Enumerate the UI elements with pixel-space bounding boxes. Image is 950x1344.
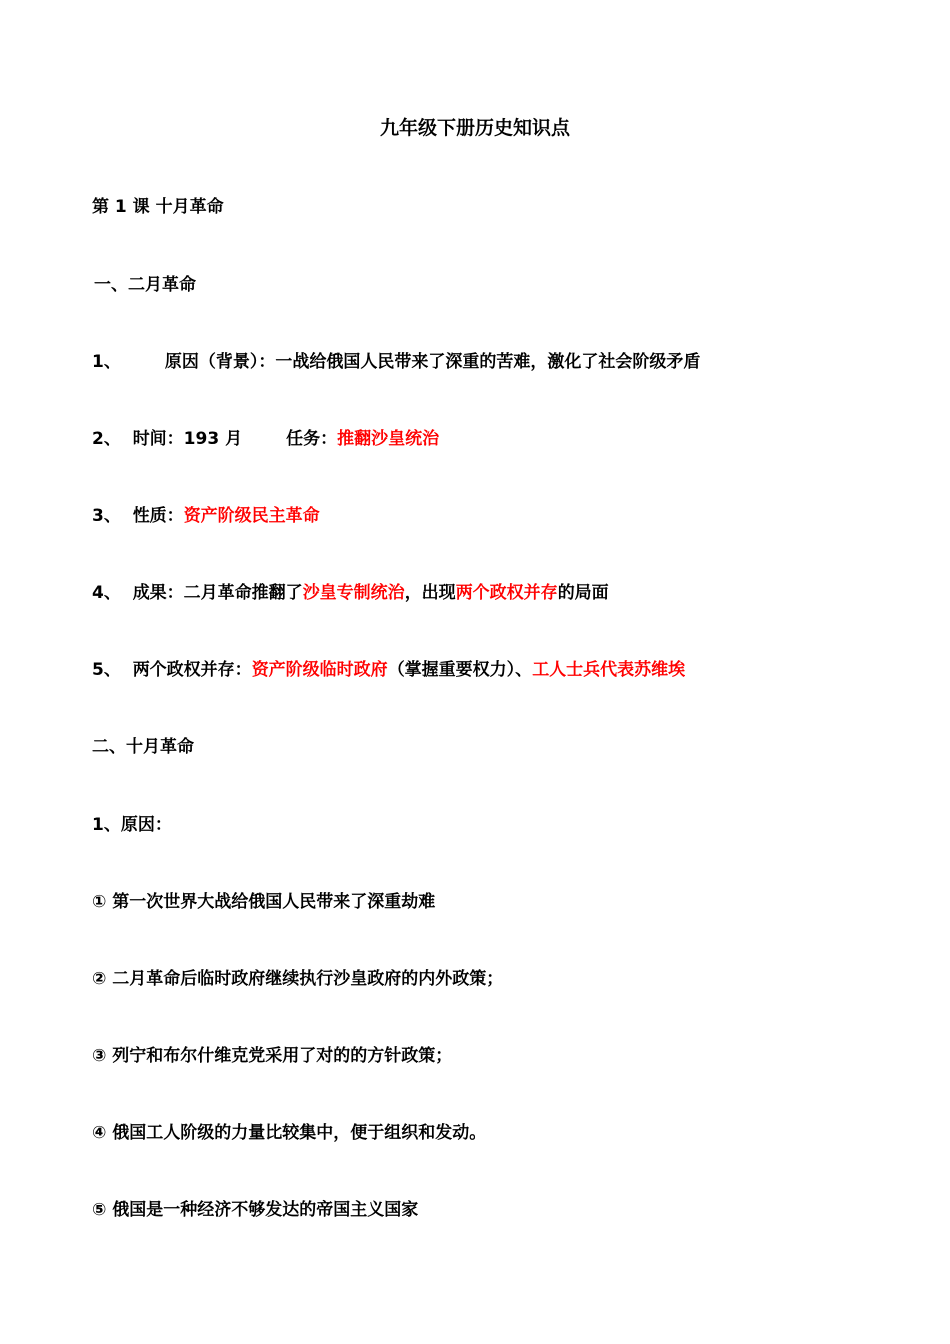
section-heading-october: 二、十月革命 — [92, 737, 194, 757]
item-label: 成果：二月革命推翻了 — [132, 583, 303, 603]
section-heading-february: 一、二月革命 — [94, 275, 196, 295]
highlight-text: 资产阶级民主革命 — [183, 506, 320, 526]
item-number: 3、 — [92, 506, 121, 526]
item-mid-text: ，出现 — [404, 583, 456, 603]
item-label: 性质： — [132, 506, 184, 526]
highlight-text: 推翻沙皇统治 — [337, 429, 440, 449]
highlight-text-2: 工人士兵代表苏维埃 — [532, 660, 686, 680]
highlight-text-2: 两个政权并存 — [455, 583, 558, 603]
item-4 — [92, 582, 609, 604]
item-text: 原因（背景）：一战给俄国人民带来了深重的苦难，激化了社会阶级矛盾 — [164, 352, 701, 372]
item-label: 两个政权并存： — [132, 660, 252, 680]
reason-item: ② 二月革命后临时政府继续执行沙皇政府的内外政策； — [92, 969, 504, 989]
item-number: 2、 — [92, 429, 121, 449]
document-title: 九年级下册历史知识点 — [379, 117, 570, 139]
highlight-text-1: 沙皇专制统治 — [302, 583, 405, 603]
item-2 — [92, 428, 439, 450]
item-label: 时间：193 月 — [132, 429, 243, 449]
item-mid-text: （掌握重要权力）、 — [387, 660, 533, 680]
highlight-text-1: 资产阶级临时政府 — [251, 660, 388, 680]
item-3 — [92, 505, 320, 527]
item-number: 1、 — [92, 352, 121, 372]
item-5 — [92, 659, 685, 681]
item-number: 5、 — [92, 660, 121, 680]
item-label-2: 任务： — [286, 429, 338, 449]
item-number: 4、 — [92, 583, 121, 603]
reason-item: ⑤ 俄国是一种经济不够发达的帝国主义国家 — [92, 1200, 419, 1220]
reason-item: ③ 列宁和布尔什维克党采用了对的的方针政策； — [92, 1046, 453, 1066]
reason-item: ④ 俄国工人阶级的力量比较集中，便于组织和发动。 — [92, 1123, 487, 1143]
reason-item: ① 第一次世界大战给俄国人民带来了深重劫难 — [92, 892, 436, 912]
reasons-subheading: 1、原因： — [92, 815, 172, 835]
item-1 — [92, 351, 700, 373]
item-tail-text: 的局面 — [557, 583, 609, 603]
lesson-heading: 第 1 课 十月革命 — [92, 197, 224, 217]
